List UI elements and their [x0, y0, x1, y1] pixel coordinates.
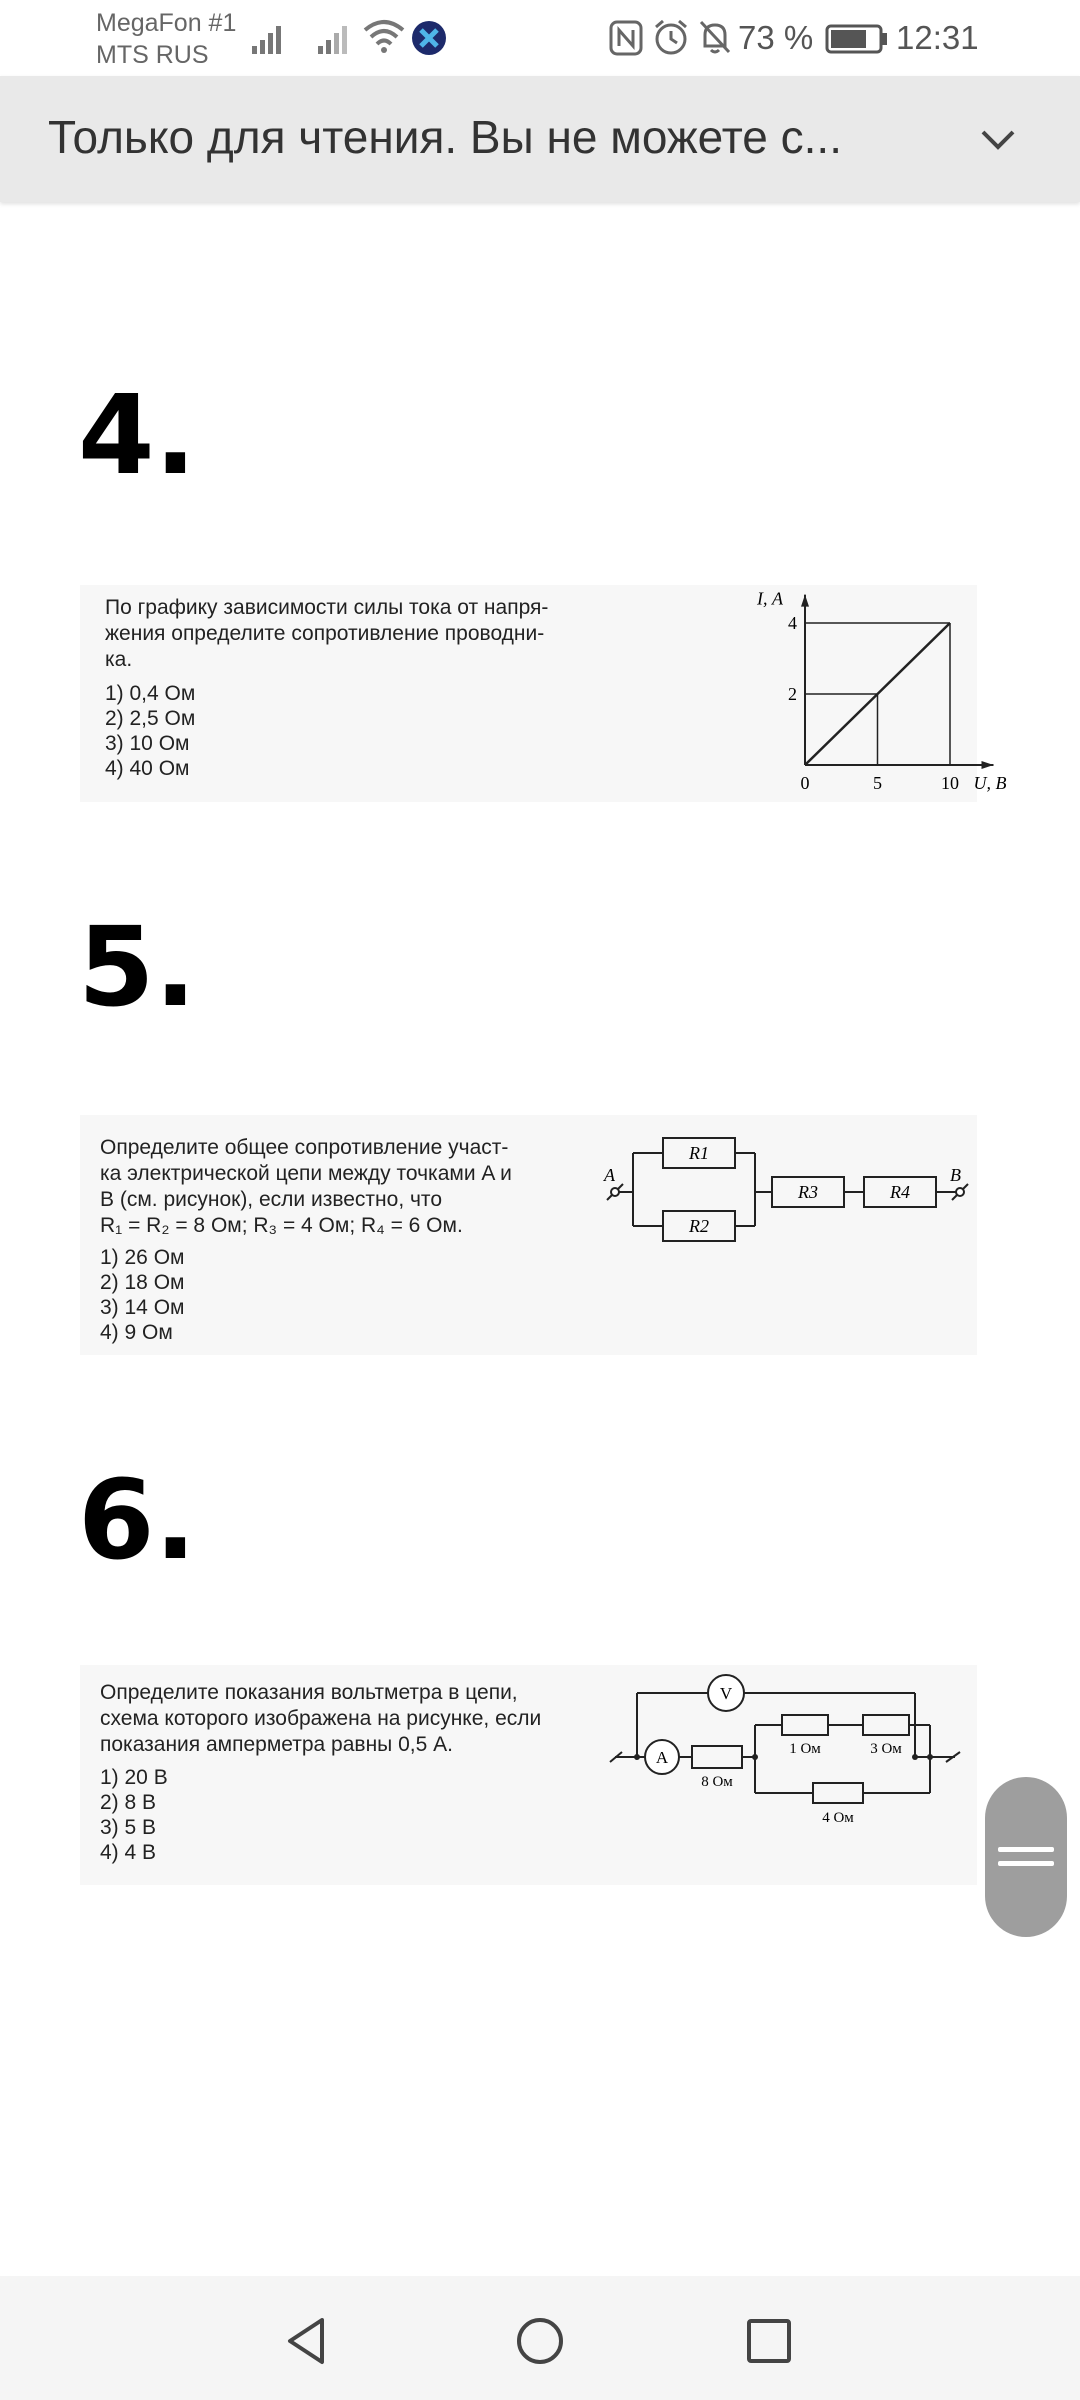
resistor-label: 8 Ом	[701, 1774, 733, 1790]
meter-label: A	[655, 1748, 669, 1767]
resistor-3-ohm	[863, 1715, 909, 1735]
question-card-4	[80, 585, 1007, 802]
y-axis-label: I, А	[757, 588, 783, 609]
question-card-5	[80, 1115, 977, 1355]
y-tick-label: 2	[788, 684, 797, 704]
battery-icon	[825, 24, 889, 54]
clock: 12:31	[896, 19, 979, 56]
recents-icon[interactable]	[744, 2316, 794, 2366]
x-axis-label: U, В	[973, 773, 1007, 793]
answer-option[interactable]: 4) 40 Ом	[105, 757, 190, 780]
meter-label: V	[719, 1684, 733, 1703]
carrier-name-1: MegaFon #1	[96, 9, 237, 37]
answer-options	[100, 1765, 168, 1865]
circuit-diagram-5	[600, 1115, 977, 1255]
bell-off-icon	[697, 18, 733, 56]
signal-icon	[250, 18, 290, 56]
resistor-label: 4 Ом	[822, 1810, 854, 1826]
question-text: Определите общее сопротивление участ- ка электрической цепи между точками A и B (см. рисунок), если известно, что R₁ = R₂ = 8 Ом; R₃ = 4 Ом; R₄ = 6 Ом.	[100, 1136, 512, 1237]
question-text: По графику зависимости силы тока от напря- жения определите сопротивление проводни- ка.	[105, 596, 549, 671]
read-only-banner[interactable]	[0, 76, 1080, 202]
alarm-icon	[652, 18, 690, 56]
answer-option[interactable]: 3) 10 Ом	[105, 732, 190, 755]
resistor-label: 3 Ом	[870, 1741, 902, 1757]
resistor-8-ohm	[692, 1746, 742, 1768]
answer-option[interactable]: 3) 5 В	[100, 1816, 157, 1839]
resistor-4-ohm	[813, 1783, 863, 1803]
resistor-label: R3	[798, 1182, 818, 1202]
status-bar	[0, 0, 1080, 76]
carrier-name-2: MTS RUS	[96, 41, 209, 69]
question-card-6	[80, 1665, 977, 1885]
current-voltage-chart	[670, 585, 1007, 802]
app-icon	[411, 20, 447, 56]
circuit-diagram-6	[610, 1665, 977, 1835]
resistor-label: R2	[689, 1216, 709, 1236]
answer-options	[100, 1245, 184, 1345]
drag-handle-icon	[998, 1843, 1054, 1871]
wifi-icon	[362, 16, 406, 56]
question-number: 5.	[78, 903, 197, 1031]
signal-icon	[316, 18, 356, 56]
banner-title: Только для чтения. Вы не можете с...	[48, 111, 842, 163]
point-label: A	[604, 1165, 615, 1185]
resistor-1-ohm	[782, 1715, 828, 1735]
answer-option[interactable]: 1) 20 В	[100, 1766, 168, 1789]
x-tick-label: 0	[800, 773, 810, 793]
chevron-down-icon[interactable]	[978, 124, 1018, 154]
navigation-bar	[0, 2276, 1080, 2400]
home-icon[interactable]	[515, 2316, 565, 2366]
nfc-icon	[609, 20, 643, 56]
y-axis-arrow	[801, 595, 809, 607]
answer-option[interactable]: 2) 8 В	[100, 1791, 157, 1814]
answer-option[interactable]: 2) 18 Ом	[100, 1271, 185, 1294]
resistor-label: 1 Ом	[789, 1741, 821, 1757]
answer-option[interactable]: 3) 14 Ом	[100, 1296, 185, 1319]
x-axis-arrow	[982, 761, 994, 769]
answer-options	[105, 681, 195, 781]
battery-percent: 73 %	[738, 19, 814, 56]
x-tick-label: 5	[873, 773, 882, 793]
resistor-label: R4	[890, 1182, 910, 1202]
answer-option[interactable]: 4) 9 Ом	[100, 1321, 173, 1344]
back-icon[interactable]	[282, 2316, 332, 2366]
question-number: 6.	[78, 1456, 197, 1584]
point-label: B	[950, 1165, 961, 1185]
question-text: Определите показания вольтметра в цепи, схема которого изображена на рисунке, если показания амперметра равны 0,5 А.	[100, 1681, 542, 1756]
answer-option[interactable]: 1) 26 Ом	[100, 1246, 185, 1269]
question-number: 4.	[78, 371, 197, 499]
answer-option[interactable]: 1) 0,4 Ом	[105, 682, 196, 705]
resistor-label: R1	[689, 1143, 709, 1163]
scroll-handle[interactable]	[985, 1777, 1067, 1937]
y-tick-label: 4	[788, 613, 797, 633]
answer-option[interactable]: 4) 4 В	[100, 1841, 157, 1864]
x-tick-label: 10	[941, 773, 959, 793]
answer-option[interactable]: 2) 2,5 Ом	[105, 707, 196, 730]
